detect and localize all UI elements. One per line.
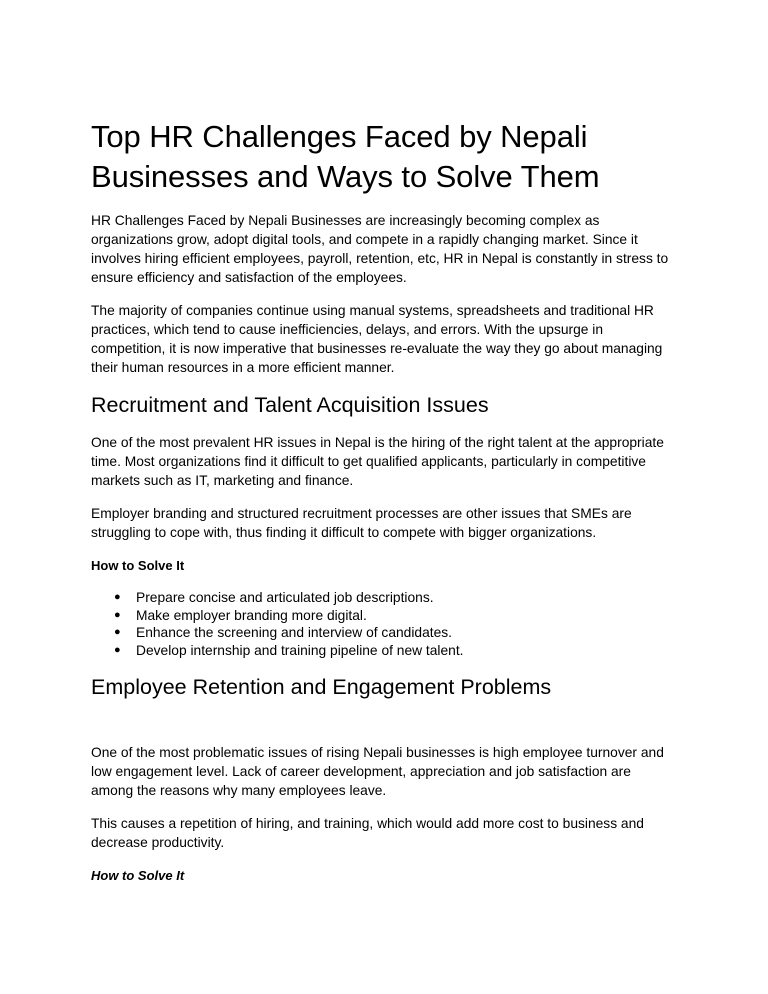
list-item-text: Make employer branding more digital. <box>136 607 367 623</box>
list-item-text: Prepare concise and articulated job descriptions. <box>136 590 434 605</box>
list-item-text: Develop internship and training pipeline of new talent. <box>136 642 464 658</box>
bullet-icon: ● <box>114 591 121 603</box>
recruitment-paragraph-1: One of the most prevalent HR issues in Nepal is the hiring of the right talent at the appropriate time. Most organizations find it difficult to get qualified applicants, particularly in competitive markets such as IT, marketing and finance. <box>91 435 664 488</box>
list-item <box>91 642 672 660</box>
recruitment-solutions-list <box>91 589 672 659</box>
list-item <box>91 607 672 625</box>
intro-paragraph-1: HR Challenges Faced by Nepali Businesses are increasingly becoming complex as organizations grow, adopt digital tools, and compete in a rapidly changing market. Since it involves hiring efficient employees, payroll, retention, etc, HR in Nepal is constantly in stress to ensure efficiency and satisfaction of the employees. <box>91 213 669 285</box>
section-heading-recruitment: Recruitment and Talent Acquisition Issues <box>91 393 489 417</box>
bullet-icon: ● <box>114 608 121 621</box>
list-item-text: Enhance the screening and interview of candidates. <box>136 625 453 640</box>
recruitment-solve-label: How to Solve It <box>91 558 185 573</box>
retention-solve-label: How to Solve It <box>91 868 185 883</box>
retention-paragraph-2: This causes a repetition of hiring, and training, which would add more cost to business and decrease productivity. <box>91 816 644 850</box>
bullet-icon: ● <box>114 643 121 656</box>
list-item <box>91 624 672 642</box>
empty-line-spacer <box>91 715 672 743</box>
list-item <box>91 589 672 607</box>
recruitment-paragraph-2: Employer branding and structured recruitment processes are other issues that SMEs are struggling to cope with, thus finding it difficult to compete with bigger organizations. <box>91 506 632 540</box>
section-heading-retention: Employee Retention and Engagement Problems <box>91 675 552 699</box>
retention-paragraph-1: One of the most problematic issues of rising Nepali businesses is high employee turnover and low engagement level. Lack of career development, appreciation and job satisfaction are among the reasons why many employees leave. <box>91 745 664 798</box>
document-title: Top HR Challenges Faced by Nepali Businesses and Ways to Solve Them <box>91 119 600 194</box>
bullet-icon: ● <box>114 626 121 638</box>
intro-paragraph-2: The majority of companies continue using manual systems, spreadsheets and traditional HR practices, which tend to cause inefficiencies, delays, and errors. With the upsurge in competition, it is now imperative that businesses re-evaluate the way they go about managing their human resources in a more efficient manner. <box>91 303 663 375</box>
